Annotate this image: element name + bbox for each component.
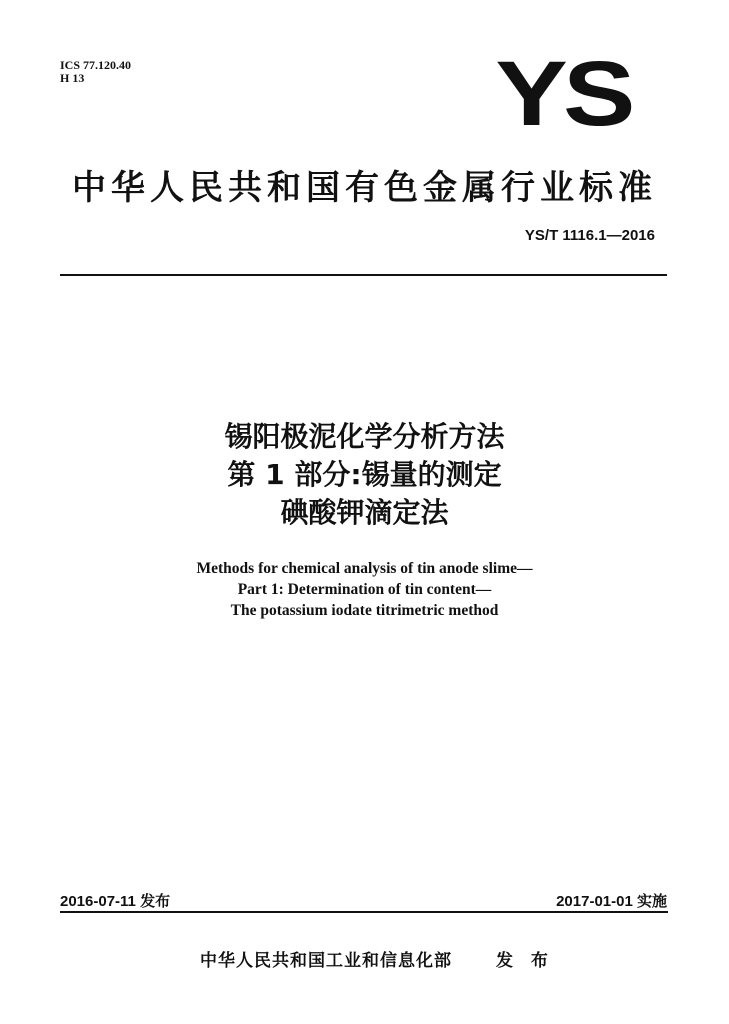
ccs-code: H 13 [60,71,85,85]
ys-logo: YS [495,43,631,145]
chinese-title-line-2: 第 1 部分:锡量的测定 [227,458,502,491]
issuing-authority: 中华人民共和国工业和信息化部 [200,951,452,971]
english-title [0,558,729,621]
chinese-title-line-1: 锡阳极泥化学分析方法 [224,420,505,453]
effective-date: 2017-01-01 实施 [556,893,667,910]
english-title-line-3: The potassium iodate titrimetric method [230,602,499,619]
chinese-title-line-3: 碘酸钾滴定法 [280,496,449,529]
standard-number: YS/T 1116.1—2016 [524,227,655,244]
org-title: 中华人民共和国有色金属行业标准 [72,168,657,208]
issue-label: 发 布 [496,951,554,971]
ics-code: ICS 77.120.40 [60,58,132,72]
english-title-line-2: Part 1: Determination of tin content— [237,581,492,598]
english-title-line-1: Methods for chemical analysis of tin anode slime— [196,560,533,577]
publish-date: 2016-07-11 发布 [60,893,171,910]
classification-codes [60,59,131,85]
bottom-divider [60,911,668,913]
chinese-title [0,418,729,532]
top-divider [60,274,667,276]
